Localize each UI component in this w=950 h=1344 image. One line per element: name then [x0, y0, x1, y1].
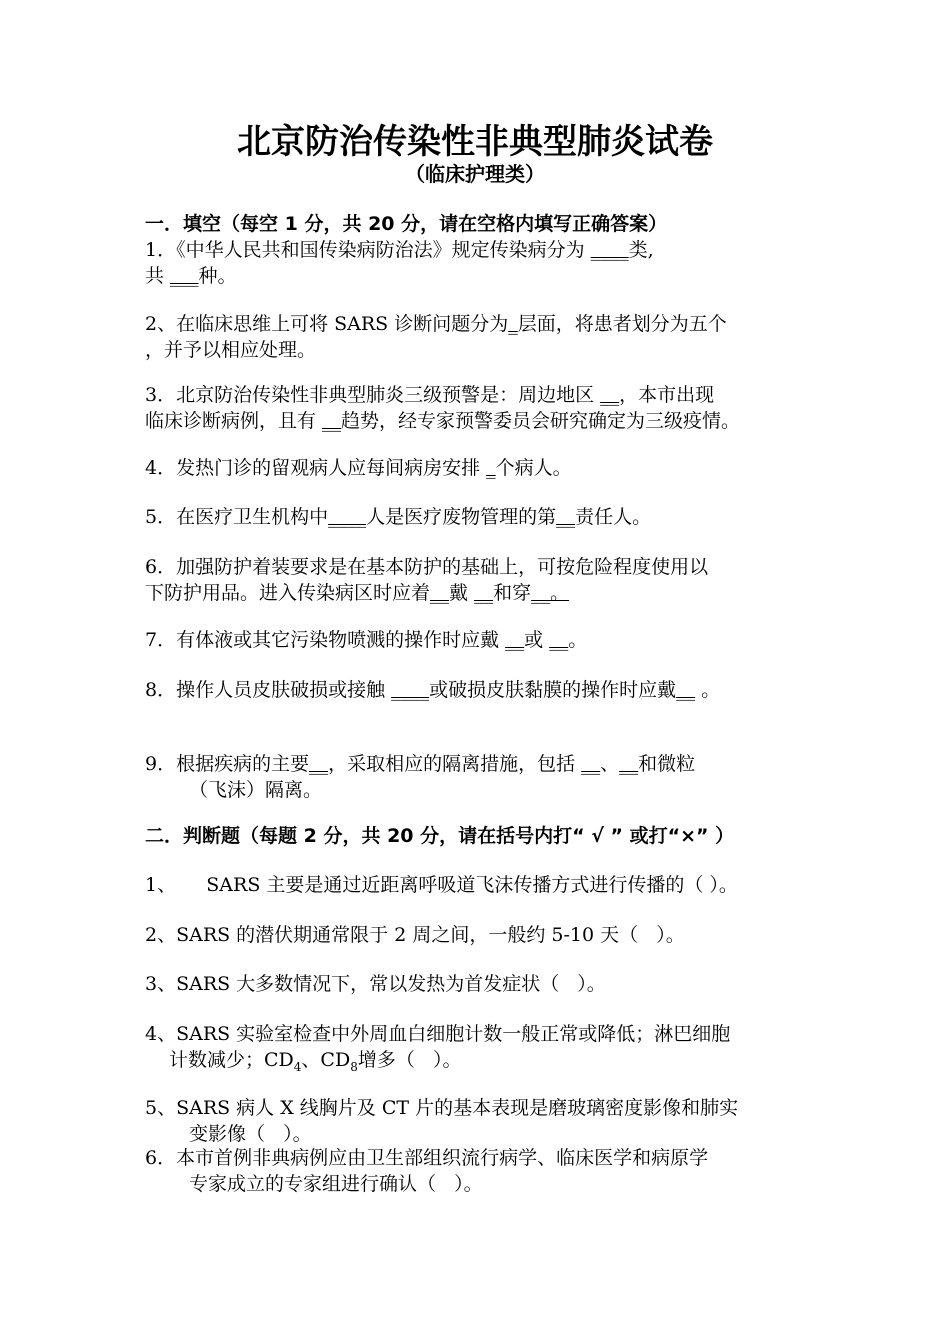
- fill-question-2: 2、在临床思维上可将 SARS 诊断问题分为_层面，将患者划分为五个 ，并予以相应处理。: [145, 313, 727, 361]
- judge-question-2: 2、SARS 的潜伏期通常限于 2 周之间，一般约 5-10 天（ ）。: [145, 924, 685, 946]
- section-2-heading: 二．判断题（每题 2 分，共 20 分，请在括号内打“ √ ” 或打“×” ）: [145, 825, 735, 847]
- fill-question-7: 7．有体液或其它污染物喷溅的操作时应戴 __或 __。: [145, 629, 588, 651]
- judge-question-4: 4、SARS 实验室检查中外周血白细胞计数一般正常或降低；淋巴细胞 计数减少；$CD_4$、$CD_8$增多（ ）。: [145, 1023, 731, 1074]
- judge-question-1: 1、 SARS 主要是通过近距离呼吸道飞沫传播方式进行传播的（ ）。: [145, 874, 738, 896]
- fill-question-1: 1．《中华人民共和国传染病防治法》规定传染病分为 ____类, 共 ___种。: [145, 239, 654, 287]
- judge-question-5: 5、SARS 病人 X 线胸片及 CT 片的基本表现是磨玻璃密度影像和肺实 变影像（ ）。: [145, 1097, 739, 1145]
- fill-question-9: 9．根据疾病的主要__，采取相应的隔离措施，包括 __、__和微粒 （飞沫）隔离。: [145, 753, 696, 801]
- fill-question-4: 4．发热门诊的留观病人应每间病房安排 _个病人。: [145, 457, 572, 479]
- fill-question-6: 6．加强防护着装要求是在基本防护的基础上，可按危险程度使用以 下防护用品。进入传染病区时应着__戴 __和穿__。: [145, 556, 709, 604]
- fill-question-3: 3．北京防治传染性非典型肺炎三级预警是：周边地区 __，本市出现 临床诊断病例，且有 __趋势，经专家预警委员会研究确定为三级疫情。: [145, 384, 741, 432]
- section-1-heading: 一．填空（每空 1 分，共 20 分，请在空格内填写正确答案）: [145, 213, 668, 235]
- fill-question-5: 5．在医疗卫生机构中____人是医疗废物管理的第__责任人。: [145, 506, 652, 528]
- judge-question-6: 6．本市首例非典病例应由卫生部组织流行病学、临床医学和病原学 专家成立的专家组进行确认（ ）。: [145, 1147, 709, 1195]
- page-title: 北京防治传染性非典型肺炎试卷: [237, 122, 713, 162]
- judge-question-3: 3、SARS 大多数情况下，常以发热为首发症状（ ）。: [145, 973, 606, 995]
- fill-question-8: 8．操作人员皮肤破损或接触 ____或破损皮肤黏膜的操作时应戴__ 。: [145, 679, 721, 701]
- page-subtitle: （临床护理类）: [405, 162, 545, 186]
